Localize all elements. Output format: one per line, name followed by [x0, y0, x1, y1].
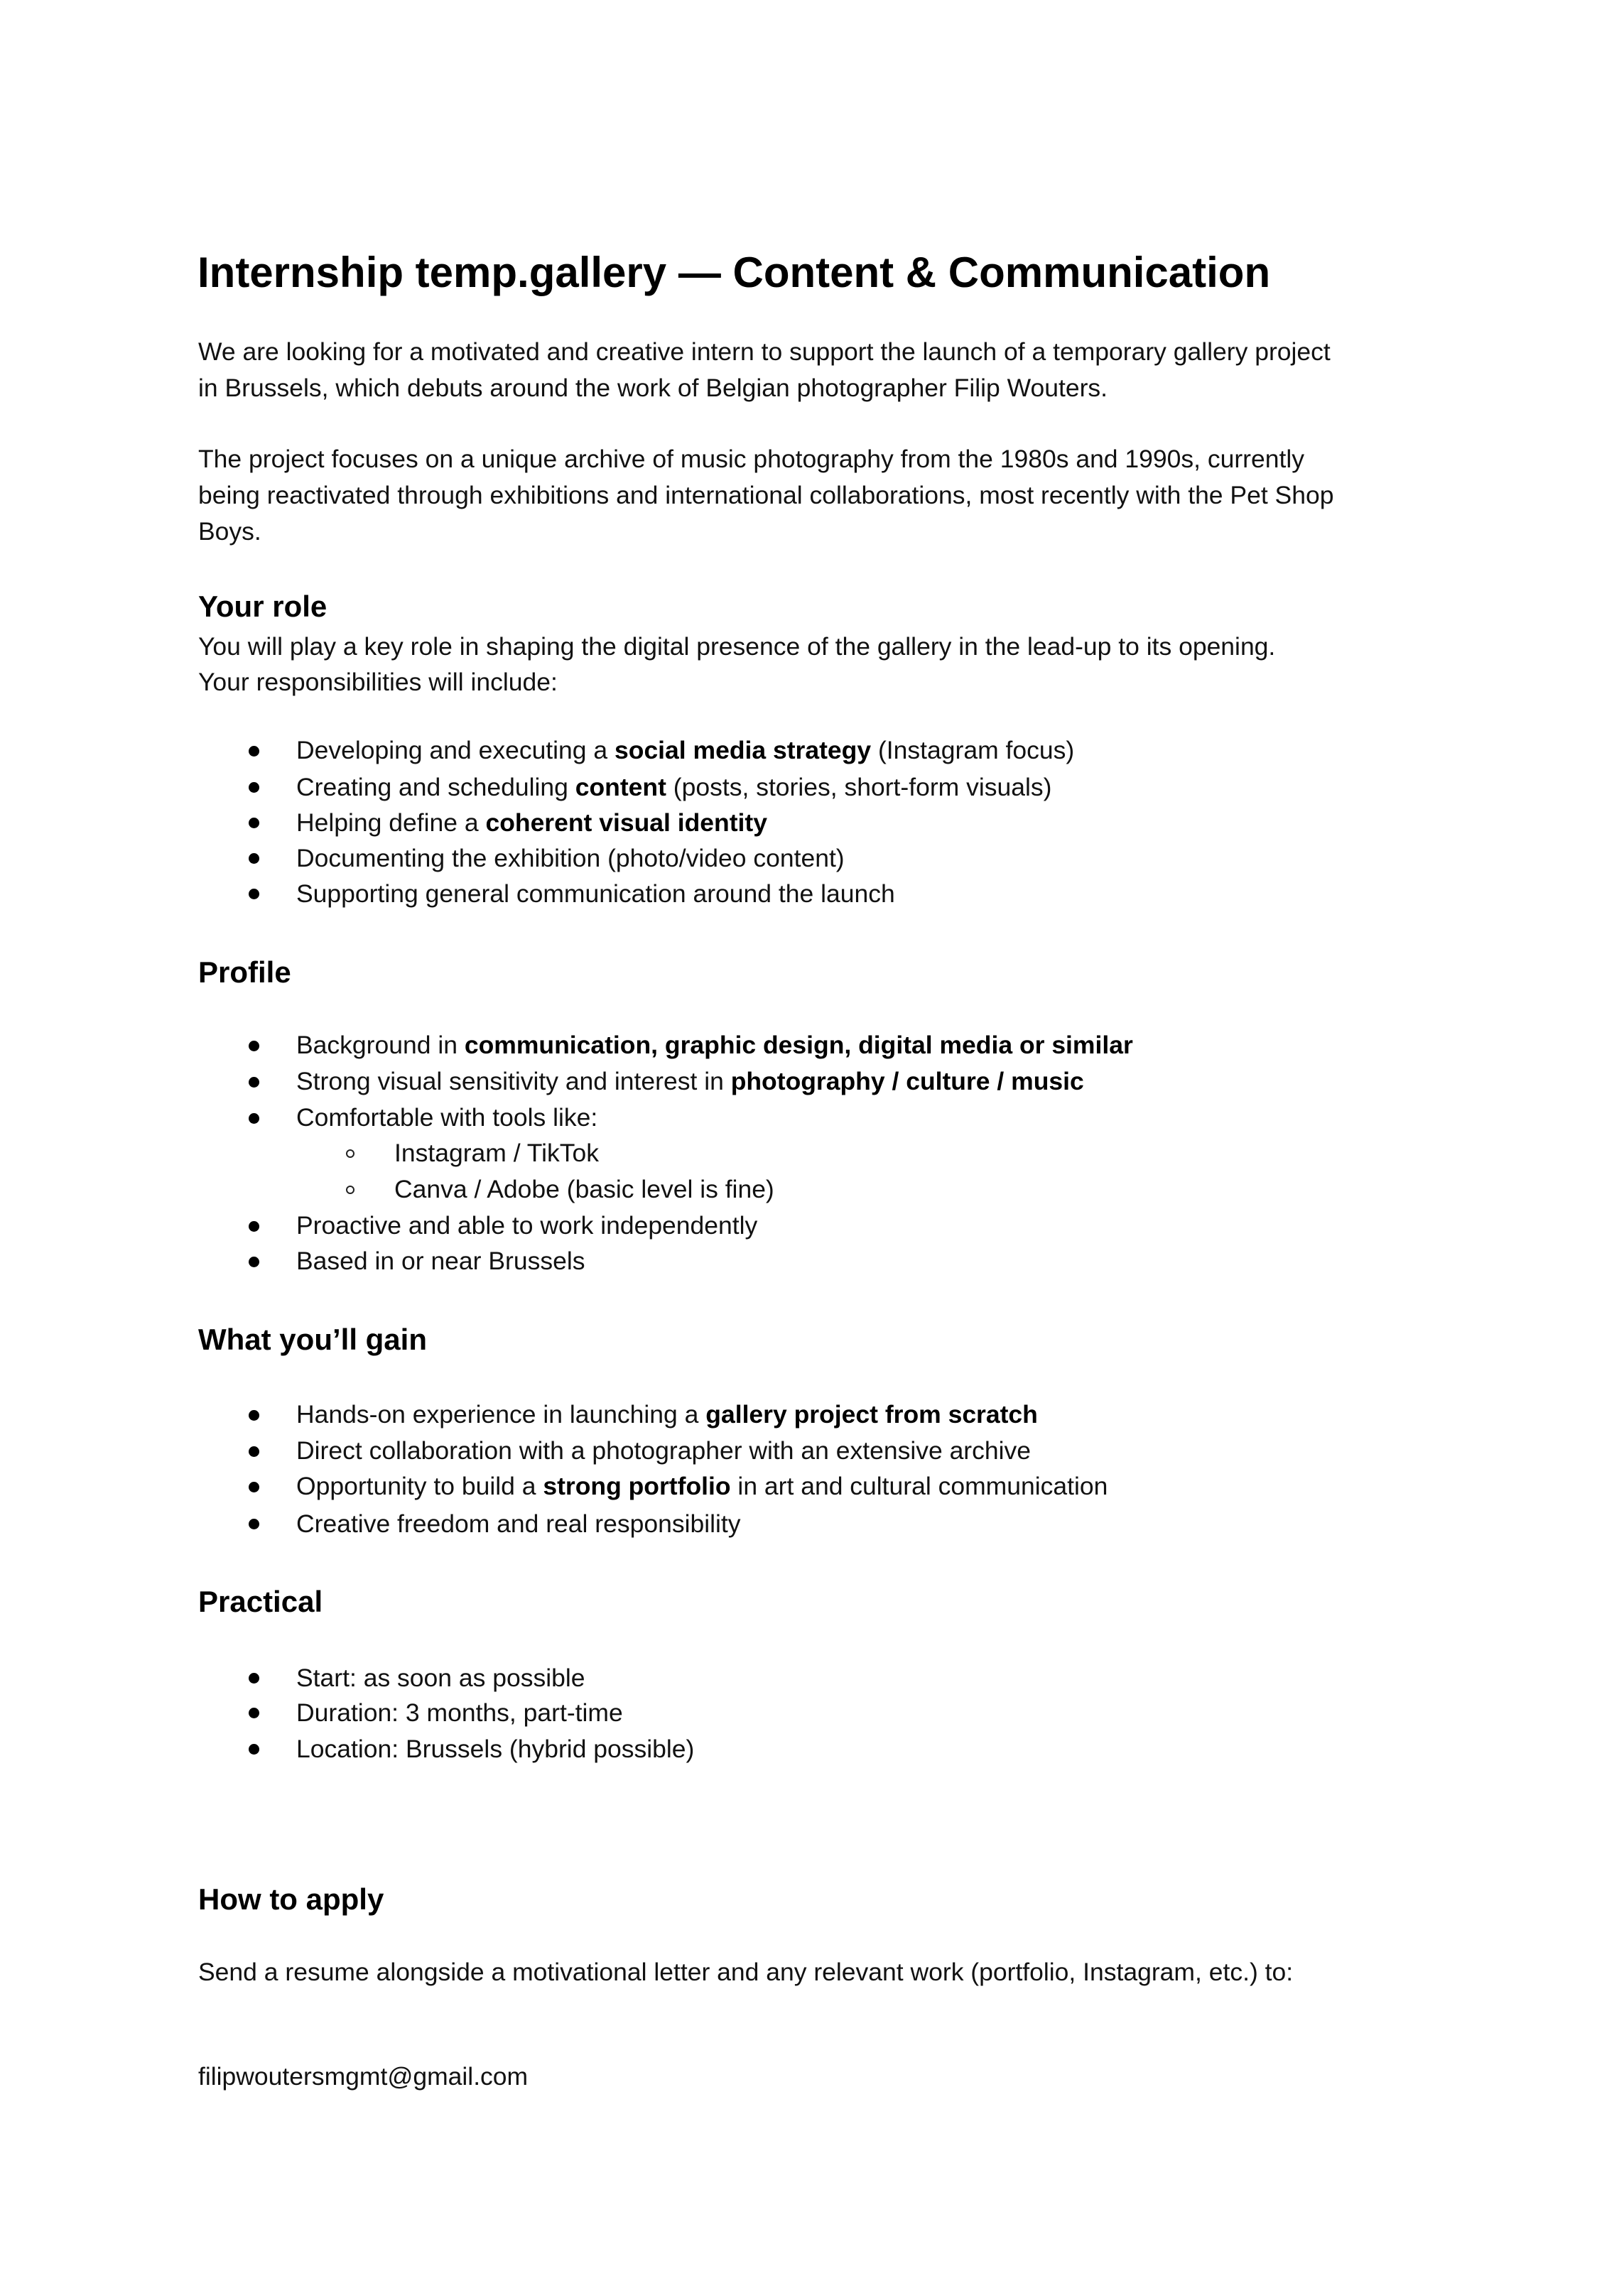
bullet-icon — [249, 1410, 259, 1421]
sub-bullet-circle-icon — [346, 1186, 354, 1194]
list-item-role-2: Creating and scheduling content (posts, stories, short-form visuals) — [296, 773, 1052, 801]
bullet-icon — [249, 1077, 259, 1088]
list-item-gain-3: Opportunity to build a strong portfolio in art and cultural communication — [296, 1472, 1108, 1500]
apply-instructions: Send a resume alongside a motivational letter and any relevant work (portfolio, Instagram, etc.) to: — [198, 1958, 1294, 1986]
list-item-profile-5: Based in or near Brussels — [296, 1247, 585, 1275]
bullet-icon — [249, 1446, 259, 1457]
bullet-icon — [249, 1519, 259, 1529]
list-item-role-5: Supporting general communication around the launch — [296, 879, 895, 908]
heading-practical: Practical — [198, 1585, 323, 1618]
intro-paragraph-2-line-2: being reactivated through exhibitions and international collaborations, most recently with the Pet Shop — [198, 481, 1334, 509]
your-role-line-1: You will play a key role in shaping the digital presence of the gallery in the lead-up to its opening. — [198, 632, 1276, 661]
list-item-profile-3: Comfortable with tools like: — [296, 1103, 598, 1132]
heading-how-to-apply: How to apply — [198, 1882, 384, 1916]
bullet-icon — [249, 1744, 259, 1755]
your-role-line-2: Your responsibilities will include: — [198, 668, 558, 696]
list-item-gain-2: Direct collaboration with a photographer with an extensive archive — [296, 1436, 1032, 1465]
bullet-icon — [249, 746, 259, 757]
list-item-practical-duration: Duration: 3 months, part-time — [296, 1698, 623, 1727]
bullet-icon — [249, 889, 259, 899]
bullet-icon — [249, 1708, 259, 1718]
bullet-icon — [249, 1482, 259, 1492]
list-item-profile-2: Strong visual sensitivity and interest in photography / culture / music — [296, 1067, 1084, 1095]
intro-paragraph-2-line-3: Boys. — [198, 517, 261, 546]
bullet-icon — [249, 818, 259, 828]
sub-list-item-tools-1: Instagram / TikTok — [394, 1139, 600, 1167]
heading-your-role: Your role — [198, 590, 327, 623]
list-item-gain-1: Hands-on experience in launching a gallery project from scratch — [296, 1400, 1038, 1429]
sub-list-item-tools-2: Canva / Adobe (basic level is fine) — [394, 1175, 774, 1203]
bullet-icon — [249, 1257, 259, 1267]
bullet-icon — [249, 1221, 259, 1232]
heading-profile: Profile — [198, 955, 291, 989]
bullet-icon — [249, 1113, 259, 1124]
heading-what-youll-gain: What you’ll gain — [198, 1323, 427, 1356]
list-item-profile-1: Background in communication, graphic design, digital media or similar — [296, 1031, 1133, 1059]
bullet-icon — [249, 782, 259, 793]
list-item-practical-start: Start: as soon as possible — [296, 1664, 585, 1692]
list-item-profile-4: Proactive and able to work independently — [296, 1211, 758, 1240]
contact-email: filipwoutersmgmt@gmail.com — [198, 2062, 529, 2091]
page-title: Internship temp.gallery — Content & Communication — [197, 249, 1271, 296]
bullet-icon — [249, 1673, 259, 1684]
bullet-icon — [249, 1041, 259, 1051]
list-item-gain-4: Creative freedom and real responsibility — [296, 1509, 741, 1538]
sub-bullet-circle-icon — [346, 1149, 354, 1158]
list-item-role-3: Helping define a coherent visual identity — [296, 808, 767, 837]
list-item-role-4: Documenting the exhibition (photo/video content) — [296, 844, 845, 872]
list-item-role-1: Developing and executing a social media strategy (Instagram focus) — [296, 736, 1075, 764]
intro-paragraph-1-line-2: in Brussels, which debuts around the work of Belgian photographer Filip Wouters. — [198, 374, 1108, 402]
intro-paragraph-2-line-1: The project focuses on a unique archive of music photography from the 1980s and 1990s, currently — [198, 445, 1304, 473]
intro-paragraph-1-line-1: We are looking for a motivated and creative intern to support the launch of a temporary gallery project — [198, 337, 1331, 366]
bullet-icon — [249, 853, 259, 864]
list-item-practical-location: Location: Brussels (hybrid possible) — [296, 1735, 695, 1763]
